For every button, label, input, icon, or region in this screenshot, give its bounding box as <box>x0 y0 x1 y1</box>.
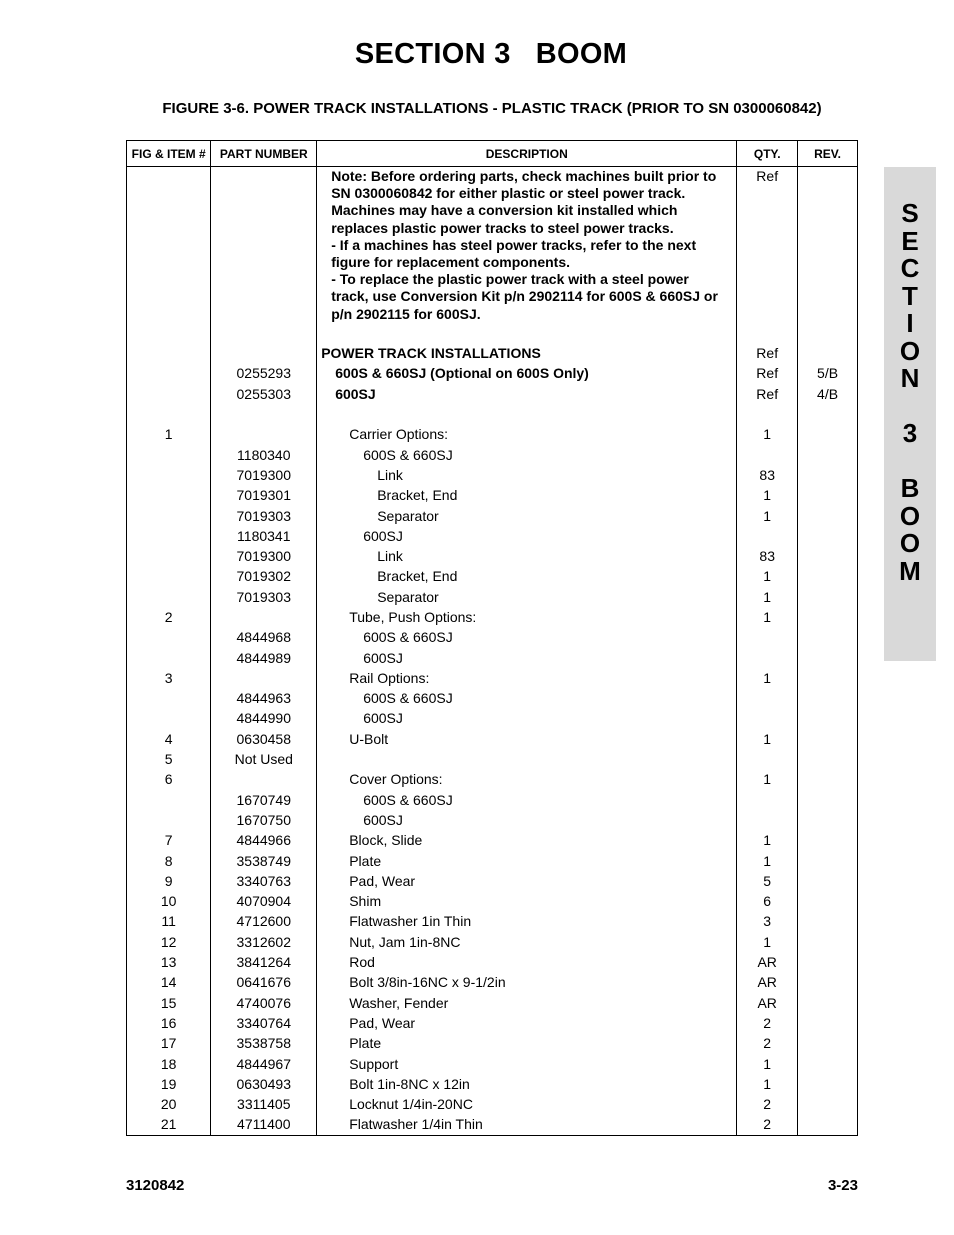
quantity: 1 <box>737 1074 798 1094</box>
quantity: 2 <box>737 1094 798 1114</box>
footer-document-number: 3120842 <box>126 1177 185 1194</box>
revision <box>798 546 858 566</box>
description: 600SJ <box>317 810 737 830</box>
part-number: 7019300 <box>211 546 317 566</box>
quantity: 83 <box>737 546 798 566</box>
table-row <box>127 790 858 810</box>
part-number: 4844967 <box>211 1054 317 1074</box>
table-row <box>127 871 858 891</box>
description: Flatwasher 1/4in Thin <box>317 1114 737 1135</box>
part-number <box>211 668 317 688</box>
fig-item-number: 16 <box>127 1013 211 1033</box>
quantity: 6 <box>737 891 798 911</box>
parts-table <box>126 140 858 1136</box>
table-row <box>127 648 858 668</box>
description <box>317 404 737 424</box>
quantity <box>737 790 798 810</box>
part-number: 4740076 <box>211 993 317 1013</box>
part-number: 0630458 <box>211 729 317 749</box>
table-row <box>127 749 858 769</box>
quantity: 1 <box>737 1054 798 1074</box>
note-line: Note: Before ordering parts, check machines built prior to SN 0300060842 for either plastic or steel power track. Machines may have a conversion kit installed which replaces plastic power tracks to steel power tracks. <box>331 168 717 236</box>
description <box>317 749 737 769</box>
figure-title: FIGURE 3-6. POWER TRACK INSTALLATIONS - PLASTIC TRACK (PRIOR TO SN 0300060842) <box>162 100 822 117</box>
description: 600S & 660SJ <box>317 627 737 647</box>
side-tab-letter: T <box>902 280 918 311</box>
table-row <box>127 465 858 485</box>
part-number: 7019303 <box>211 587 317 607</box>
quantity <box>737 708 798 728</box>
section-title: SECTION 3 BOOM <box>354 38 628 70</box>
fig-item-number <box>127 790 211 810</box>
part-number <box>211 607 317 627</box>
revision <box>798 911 858 931</box>
side-tab-letters <box>884 200 936 585</box>
table-row <box>127 404 858 424</box>
description: Block, Slide <box>317 830 737 850</box>
fig-item-number <box>127 587 211 607</box>
quantity: 83 <box>737 465 798 485</box>
fig-item-number: 11 <box>127 911 211 931</box>
part-number: 4712600 <box>211 911 317 931</box>
header-fig-item: FIG & ITEM # <box>127 141 211 167</box>
revision <box>798 1094 858 1114</box>
revision <box>798 404 858 424</box>
description: Rail Options: <box>317 668 737 688</box>
table-row <box>127 1074 858 1094</box>
fig-item-number: 14 <box>127 972 211 992</box>
part-number <box>211 404 317 424</box>
side-tab-letter: I <box>906 308 914 338</box>
fig-item-number: 4 <box>127 729 211 749</box>
fig-item-number <box>127 566 211 586</box>
revision <box>798 648 858 668</box>
part-number: 7019303 <box>211 506 317 526</box>
revision <box>798 972 858 992</box>
description: Separator <box>317 587 737 607</box>
revision <box>798 1013 858 1033</box>
part-number: 3340763 <box>211 871 317 891</box>
table-row <box>127 891 858 911</box>
side-tab-letter: C <box>900 253 920 283</box>
revision <box>798 566 858 586</box>
revision <box>798 952 858 972</box>
fig-item-number <box>127 526 211 546</box>
table-row <box>127 485 858 505</box>
revision <box>798 769 858 789</box>
description: Link <box>317 465 737 485</box>
revision <box>798 343 858 363</box>
quantity <box>737 627 798 647</box>
fig-item-number: 13 <box>127 952 211 972</box>
fig-item-number <box>127 465 211 485</box>
quantity: 1 <box>737 566 798 586</box>
table-row <box>127 546 858 566</box>
description: Locknut 1/4in-20NC <box>317 1094 737 1114</box>
description: 600S & 660SJ <box>317 688 737 708</box>
quantity <box>737 648 798 668</box>
fig-item-number: 9 <box>127 871 211 891</box>
part-number: 3340764 <box>211 1013 317 1033</box>
description: U-Bolt <box>317 729 737 749</box>
side-tab-letter: M <box>899 555 921 586</box>
fig-item-number: 19 <box>127 1074 211 1094</box>
description: Plate <box>317 1033 737 1053</box>
description: Nut, Jam 1in-8NC <box>317 932 737 952</box>
part-number <box>211 769 317 789</box>
part-number: 0641676 <box>211 972 317 992</box>
revision <box>798 1054 858 1074</box>
note-row <box>127 167 858 323</box>
fig-item-number <box>127 506 211 526</box>
description: 600SJ <box>317 648 737 668</box>
description: Cover Options: <box>317 769 737 789</box>
table-row <box>127 526 858 546</box>
fig-item-number: 15 <box>127 993 211 1013</box>
description: Plate <box>317 851 737 871</box>
quantity: 1 <box>737 830 798 850</box>
quantity: 1 <box>737 485 798 505</box>
side-tab-letter: O <box>899 500 921 531</box>
part-number: 4844963 <box>211 688 317 708</box>
fig-item-number: 17 <box>127 1033 211 1053</box>
fig-item-number <box>127 688 211 708</box>
description: Bracket, End <box>317 566 737 586</box>
description: Separator <box>317 506 737 526</box>
table-row <box>127 708 858 728</box>
table-row <box>127 810 858 830</box>
revision <box>798 871 858 891</box>
revision <box>798 627 858 647</box>
part-number: 1180341 <box>211 526 317 546</box>
side-tab-letter <box>884 393 936 421</box>
table-row <box>127 506 858 526</box>
table-header-row <box>127 141 858 167</box>
revision <box>798 1033 858 1053</box>
part-number: 4070904 <box>211 891 317 911</box>
part-number: 4844990 <box>211 708 317 728</box>
table-row <box>127 729 858 749</box>
description: 600SJ <box>317 384 737 404</box>
quantity: 1 <box>737 506 798 526</box>
revision <box>798 851 858 871</box>
quantity: 1 <box>737 932 798 952</box>
table-row <box>127 993 858 1013</box>
description: Bolt 3/8in-16NC x 9-1/2in <box>317 972 737 992</box>
table-row <box>127 566 858 586</box>
fig-item-number: 1 <box>127 424 211 444</box>
revision <box>798 506 858 526</box>
side-tab-letter: O <box>899 335 921 366</box>
table-row <box>127 445 858 465</box>
note-qty: Ref <box>737 167 798 323</box>
description: Flatwasher 1in Thin <box>317 911 737 931</box>
part-number: 1180340 <box>211 445 317 465</box>
description: 600SJ <box>317 708 737 728</box>
fig-item-number <box>127 485 211 505</box>
header-description: DESCRIPTION <box>317 141 737 167</box>
revision <box>798 891 858 911</box>
description: Bolt 1in-8NC x 12in <box>317 1074 737 1094</box>
footer-page-number: 3-23 <box>827 1177 858 1194</box>
table-row <box>127 830 858 850</box>
fig-item-number: 7 <box>127 830 211 850</box>
table-row <box>127 384 858 404</box>
revision <box>798 688 858 708</box>
revision <box>798 587 858 607</box>
table-row <box>127 587 858 607</box>
quantity: 1 <box>737 424 798 444</box>
fig-item-number: 10 <box>127 891 211 911</box>
part-number: 4844968 <box>211 627 317 647</box>
note-line: - If a machines has steel power tracks, refer to the next figure for replacement components. <box>331 236 697 271</box>
table-row <box>127 1033 858 1053</box>
fig-item-number: 3 <box>127 668 211 688</box>
fig-item-number <box>127 627 211 647</box>
side-tab-letter: O <box>899 528 921 558</box>
fig-item-number: 2 <box>127 607 211 627</box>
side-tab-letter: E <box>901 225 919 256</box>
fig-item-number <box>127 546 211 566</box>
description: 600S & 660SJ <box>317 790 737 810</box>
fig-item-number: 20 <box>127 1094 211 1114</box>
quantity: 1 <box>737 587 798 607</box>
table-row <box>127 1013 858 1033</box>
part-number: 3311405 <box>211 1094 317 1114</box>
quantity <box>737 404 798 424</box>
description: Pad, Wear <box>317 871 737 891</box>
quantity <box>737 810 798 830</box>
part-number: 1670750 <box>211 810 317 830</box>
quantity: 1 <box>737 769 798 789</box>
header-part-number: PART NUMBER <box>211 141 317 167</box>
description: Washer, Fender <box>317 993 737 1013</box>
table-row <box>127 424 858 444</box>
section-side-tab <box>884 167 936 661</box>
fig-item-number: 5 <box>127 749 211 769</box>
table-row <box>127 627 858 647</box>
fig-item-number <box>127 363 211 383</box>
revision <box>798 1114 858 1135</box>
revision <box>798 830 858 850</box>
part-number: 7019301 <box>211 485 317 505</box>
fig-item-number <box>127 648 211 668</box>
part-number: 7019300 <box>211 465 317 485</box>
side-tab-letter: B <box>900 473 920 503</box>
spacer-row <box>127 323 858 343</box>
quantity: 5 <box>737 871 798 891</box>
description: Tube, Push Options: <box>317 607 737 627</box>
quantity: 3 <box>737 911 798 931</box>
side-tab-letter: S <box>901 198 919 228</box>
side-tab-letter <box>884 448 936 476</box>
ordering-note <box>331 168 723 323</box>
description: Bracket, End <box>317 485 737 505</box>
revision <box>798 993 858 1013</box>
part-number <box>211 424 317 444</box>
revision <box>798 729 858 749</box>
quantity: Ref <box>737 363 798 383</box>
description: Support <box>317 1054 737 1074</box>
fig-item-number <box>127 384 211 404</box>
part-number: 1670749 <box>211 790 317 810</box>
revision <box>798 485 858 505</box>
part-number: 4844989 <box>211 648 317 668</box>
revision <box>798 932 858 952</box>
revision <box>798 749 858 769</box>
part-number: Not Used <box>211 749 317 769</box>
quantity: 2 <box>737 1013 798 1033</box>
quantity: Ref <box>737 343 798 363</box>
quantity: AR <box>737 972 798 992</box>
description: Pad, Wear <box>317 1013 737 1033</box>
description: Link <box>317 546 737 566</box>
quantity <box>737 688 798 708</box>
part-number: 4844966 <box>211 830 317 850</box>
note-cell <box>317 167 737 323</box>
header-rev: REV. <box>798 141 858 167</box>
fig-item-number: 18 <box>127 1054 211 1074</box>
side-tab-letter: 3 <box>902 418 918 448</box>
note-line: - To replace the plastic power track with a steel power track, use Conversion Kit p/n 2902114 for 600S & 660SJ or p/n 2902115 for 600SJ. <box>331 271 718 322</box>
table-row <box>127 972 858 992</box>
description: 600S & 660SJ <box>317 445 737 465</box>
quantity: 1 <box>737 668 798 688</box>
fig-item-number <box>127 445 211 465</box>
fig-item-number <box>127 708 211 728</box>
table-row <box>127 688 858 708</box>
revision: 5/B <box>798 363 858 383</box>
fig-item-number <box>127 810 211 830</box>
part-number: 3841264 <box>211 952 317 972</box>
quantity: Ref <box>737 384 798 404</box>
part-number: 7019302 <box>211 566 317 586</box>
table-row <box>127 607 858 627</box>
description: POWER TRACK INSTALLATIONS <box>317 343 737 363</box>
quantity: AR <box>737 993 798 1013</box>
fig-item-number: 21 <box>127 1114 211 1135</box>
fig-item-number: 12 <box>127 932 211 952</box>
part-number <box>211 343 317 363</box>
description: Rod <box>317 952 737 972</box>
quantity <box>737 749 798 769</box>
revision: 4/B <box>798 384 858 404</box>
table-row <box>127 1054 858 1074</box>
part-number: 0630493 <box>211 1074 317 1094</box>
quantity: 1 <box>737 851 798 871</box>
description: Carrier Options: <box>317 424 737 444</box>
revision <box>798 790 858 810</box>
header-qty: QTY. <box>737 141 798 167</box>
fig-item-number: 6 <box>127 769 211 789</box>
part-number: 3538758 <box>211 1033 317 1053</box>
table-row <box>127 769 858 789</box>
quantity: 2 <box>737 1114 798 1135</box>
quantity: 1 <box>737 729 798 749</box>
revision <box>798 526 858 546</box>
description: 600S & 660SJ (Optional on 600S Only) <box>317 363 737 383</box>
table-row <box>127 1114 858 1135</box>
part-number: 0255303 <box>211 384 317 404</box>
revision <box>798 607 858 627</box>
table-row <box>127 363 858 383</box>
part-number: 3538749 <box>211 851 317 871</box>
part-number: 4711400 <box>211 1114 317 1135</box>
quantity: 2 <box>737 1033 798 1053</box>
table-row <box>127 668 858 688</box>
description: 600SJ <box>317 526 737 546</box>
revision <box>798 708 858 728</box>
revision <box>798 810 858 830</box>
quantity <box>737 445 798 465</box>
fig-item-number <box>127 404 211 424</box>
quantity: AR <box>737 952 798 972</box>
table-row <box>127 851 858 871</box>
fig-item-number <box>127 343 211 363</box>
quantity: 1 <box>737 607 798 627</box>
revision <box>798 668 858 688</box>
revision <box>798 465 858 485</box>
table-row <box>127 343 858 363</box>
revision <box>798 445 858 465</box>
table-row <box>127 911 858 931</box>
part-number: 0255293 <box>211 363 317 383</box>
quantity <box>737 526 798 546</box>
revision <box>798 424 858 444</box>
part-number: 3312602 <box>211 932 317 952</box>
table-row <box>127 952 858 972</box>
fig-item-number: 8 <box>127 851 211 871</box>
table-row <box>127 932 858 952</box>
revision <box>798 1074 858 1094</box>
side-tab-letter: N <box>900 363 920 393</box>
description: Shim <box>317 891 737 911</box>
table-row <box>127 1094 858 1114</box>
